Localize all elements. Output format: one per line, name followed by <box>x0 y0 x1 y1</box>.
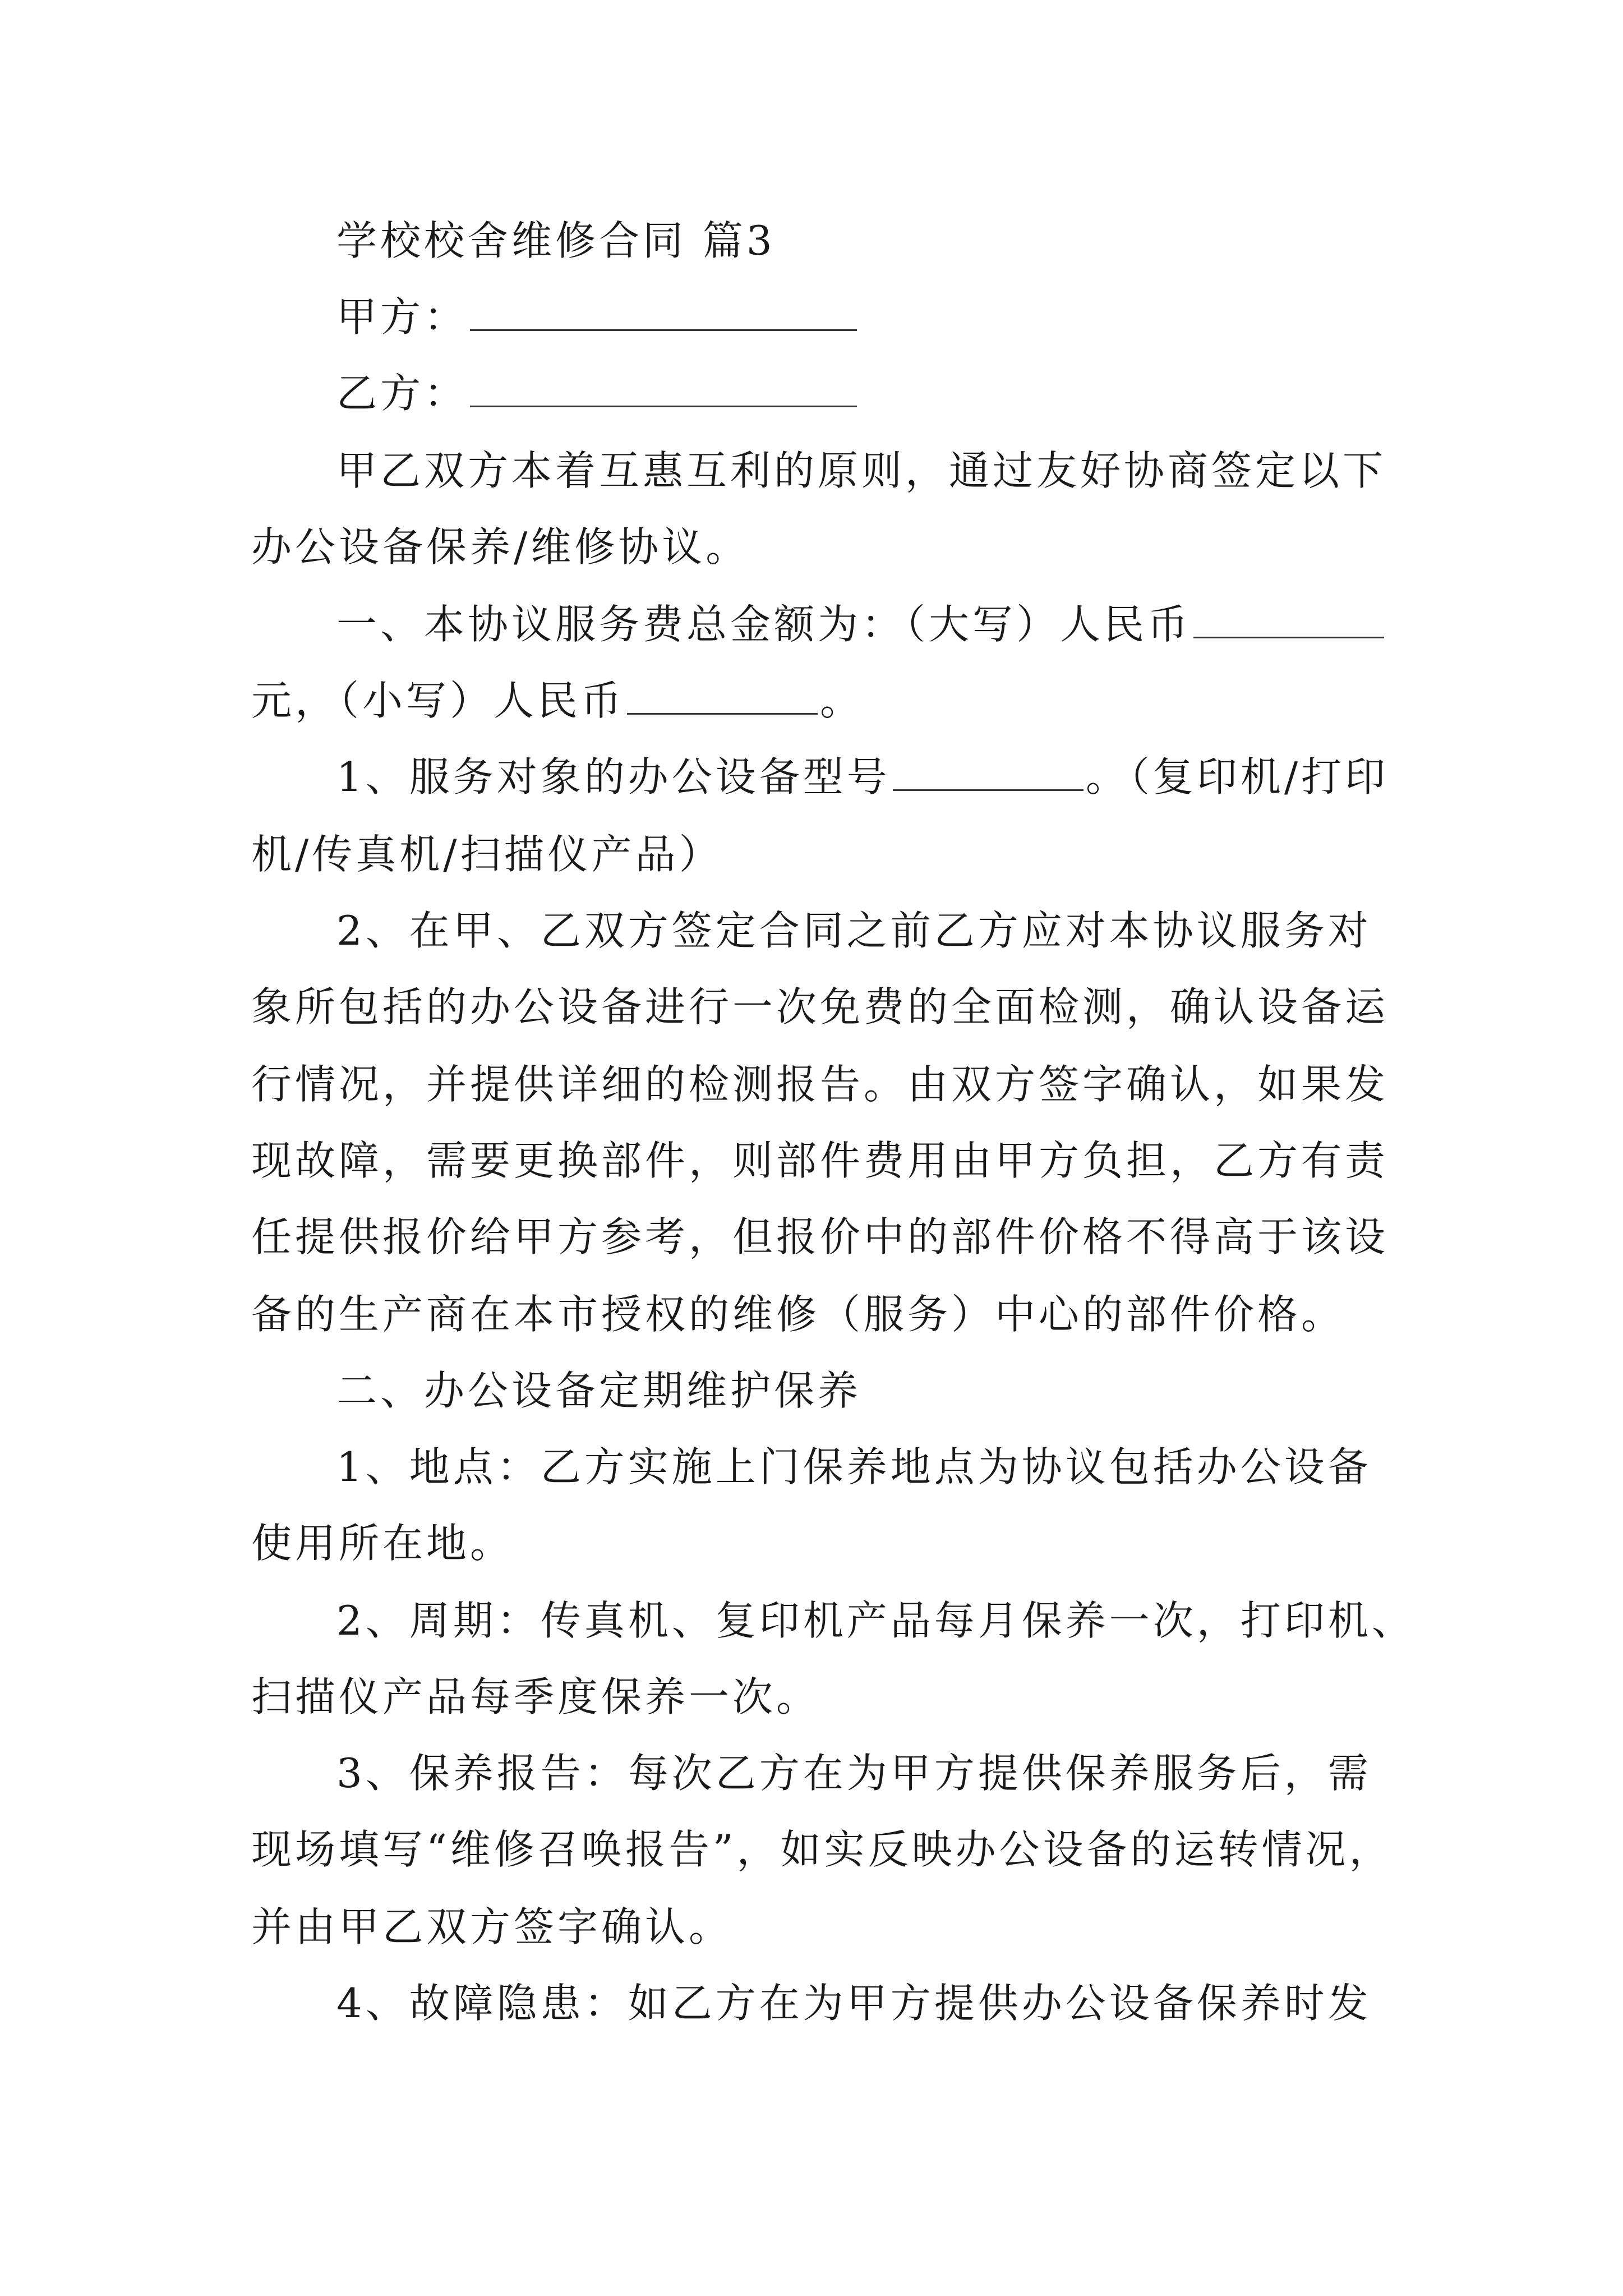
section-2-item-3-line-3: 并由甲乙双方签字确认。 <box>251 1903 733 1950</box>
clause-1-text: 一、本协议服务费总金额为：（大写）人民币 <box>336 601 1192 648</box>
clause-1-2-line-1: 2、在甲、乙双方签定合同之前乙方应对本协议服务对 <box>336 907 1372 954</box>
clause-1-line-2 <box>251 675 864 726</box>
device-model-blank <box>893 753 1083 791</box>
section-2-item-2-line-1: 2、周期：传真机、复印机产品每月保养一次，打印机、 <box>336 1597 1415 1644</box>
clause-1-end: 。 <box>820 677 864 724</box>
section-2-heading: 二、办公设备定期维护保养 <box>336 1367 862 1414</box>
section-2-item-2-line-2: 扫描仪产品每季度保养一次。 <box>251 1673 820 1720</box>
intro-paragraph-line-1: 甲乙双方本着互惠互利的原则，通过友好协商签定以下 <box>336 447 1387 494</box>
party-a-line <box>336 292 859 342</box>
clause-1-2-line-6: 备的生产商在本市授权的维修（服务）中心的部件价格。 <box>251 1291 1345 1338</box>
clause-1-2-line-3: 行情况，并提供详细的检测报告。由双方签字确认，如果发 <box>251 1061 1389 1108</box>
section-2-item-1-line-1: 1、地点：乙方实施上门保养地点为协议包括办公设备 <box>336 1443 1372 1490</box>
party-a-blank <box>470 293 857 331</box>
intro-paragraph-line-2: 办公设备保养/维修协议。 <box>251 523 750 570</box>
document-title: 学校校舍维修合同 篇3 <box>336 217 776 264</box>
party-b-blank <box>470 370 857 407</box>
clause-1-1-line-1 <box>336 752 1389 802</box>
device-model-text: 1、服务对象的办公设备型号 <box>336 753 891 800</box>
section-2-item-4-line-1: 4、故障隐患：如乙方在为甲方提供办公设备保养时发 <box>336 1980 1372 2027</box>
clause-1-2-line-4: 现故障，需要更换部件，则部件费用由甲方负担，乙方有责 <box>251 1137 1389 1184</box>
amount-uppercase-blank <box>1193 601 1384 638</box>
clause-1-line-1 <box>336 599 1386 650</box>
clause-1-2-line-2: 象所包括的办公设备进行一次免费的全面检测，确认设备运 <box>251 983 1389 1030</box>
device-model-text-post: 。（复印机/打印 <box>1085 753 1389 800</box>
clause-1-1-line-2: 机/传真机/扫描仪产品） <box>251 831 723 878</box>
clause-1-2-line-5: 任提供报价给甲方参考，但报价中的部件价格不得高于该设 <box>251 1213 1389 1260</box>
section-2-item-3-line-1: 3、保养报告：每次乙方在为甲方提供保养服务后，需 <box>336 1750 1372 1797</box>
party-b-line <box>336 368 859 418</box>
party-b-label: 乙方： <box>336 370 468 417</box>
clause-1-text-2: 元，（小写）人民币 <box>251 677 625 724</box>
section-2-item-3-line-2: 现场填写“维修召唤报告”，如实反映办公设备的运转情况， <box>251 1826 1393 1873</box>
section-2-item-1-line-2: 使用所在地。 <box>251 1520 514 1567</box>
party-a-label: 甲方： <box>336 293 468 341</box>
amount-lowercase-blank <box>627 677 818 715</box>
